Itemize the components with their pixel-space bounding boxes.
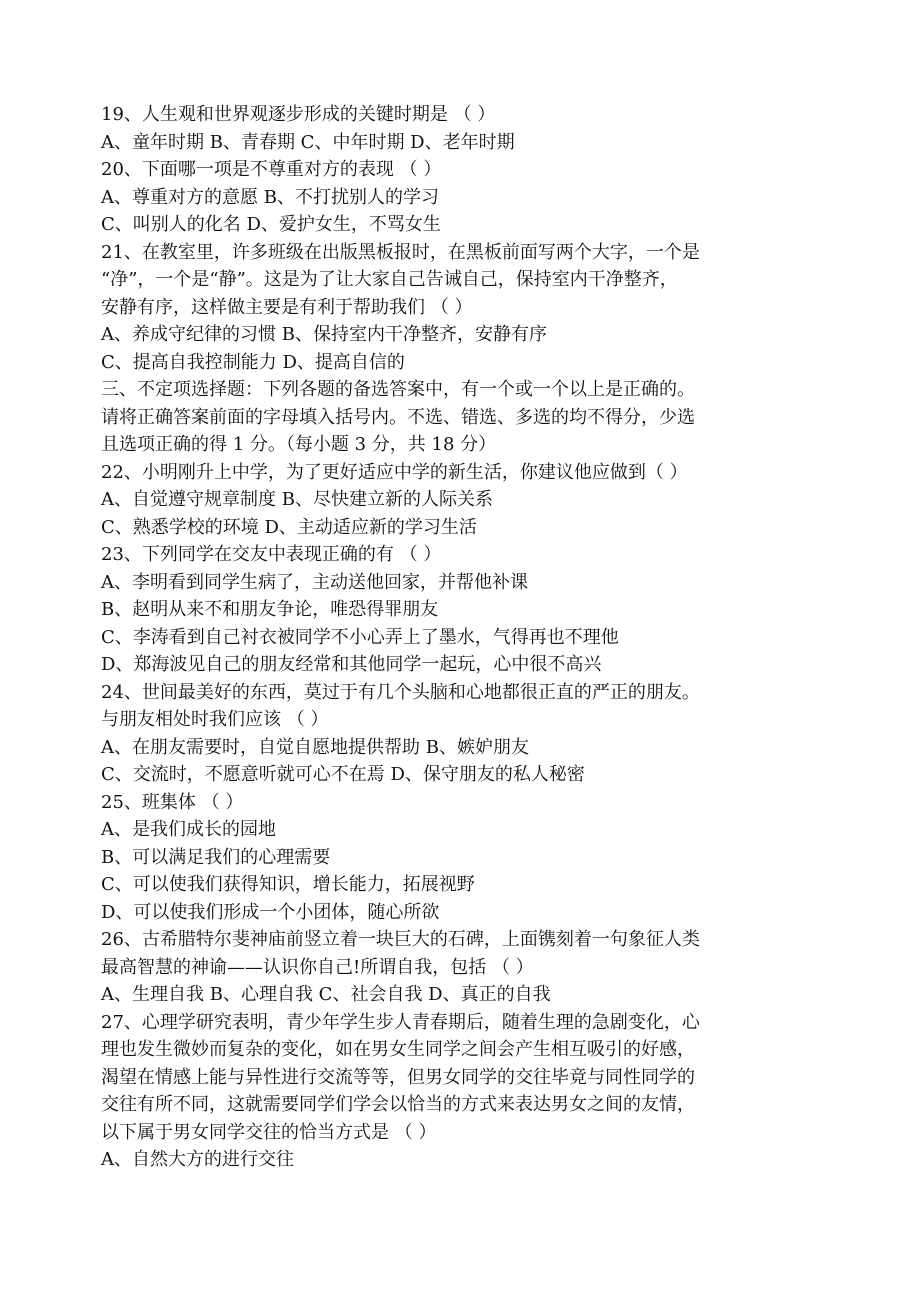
question-21-stem-line-3: 安静有序，这样做主要是有利于帮助我们 （ ） <box>101 296 473 318</box>
question-25-option-c: C、可以使我们获得知识，增长能力，拓展视野 <box>101 874 475 895</box>
question-20-stem: 20、下面哪一项是不尊重对方的表现 （ ） <box>101 159 442 180</box>
question-27-stem-line-3: 渴望在情感上能与异性进行交流等等，但男女同学的交往毕竟与同性同学的 <box>101 1066 695 1088</box>
section-3-instructions-line-2: 请将正确答案前面的字母填入括号内。不选、错选、多选的均不得分，少选 <box>101 406 695 428</box>
question-21-options-cd: C、提高自我控制能力 D、提高自信的 <box>101 351 405 373</box>
question-21-options-ab: A、养成守纪律的习惯 B、保持室内干净整齐，安静有序 <box>101 324 547 345</box>
question-24-stem-line-1: 24、世间最美好的东西，莫过于有几个头脑和心地都很正直的严正的朋友。 <box>101 681 700 703</box>
question-22-options-cd: C、熟悉学校的环境 D、主动适应新的学习生活 <box>101 516 477 538</box>
question-19-options: A、童年时期 B、青春期 C、中年时期 D、老年时期 <box>101 131 515 153</box>
question-20-options-cd: C、叫别人的化名 D、爱护女生，不骂女生 <box>101 214 441 235</box>
question-19-stem: 19、人生观和世界观逐步形成的关键时期是 （ ） <box>101 104 496 125</box>
question-20-options-ab: A、尊重对方的意愿 B、不打扰别人的学习 <box>101 186 439 208</box>
question-27-stem-line-4: 交往有所不同，这就需要同学们学会以恰当的方式来表达男女之间的友情， <box>101 1094 695 1115</box>
question-21-stem-line-2: “净”，一个是“静”。这是为了让大家自己告诫自己，保持室内干净整齐， <box>101 269 678 290</box>
question-24-options-cd: C、交流时，不愿意听就可心不在焉 D、保守朋友的私人秘密 <box>101 764 585 785</box>
question-23-option-d: D、郑海波见自己的朋友经常和其他同学一起玩，心中很不高兴 <box>101 654 602 675</box>
question-22-stem: 22、小明刚升上中学，为了更好适应中学的新生活，你建议他应做到（ ） <box>101 461 688 483</box>
question-25-option-d: D、可以使我们形成一个小团体，随心所欲 <box>101 901 440 923</box>
question-21-stem-line-1: 21、在教室里，许多班级在出版黑板报时，在黑板前面写两个大字，一个是 <box>101 241 700 263</box>
question-26-stem-line-2: 最高智慧的神谕——认识你自己!所谓自我，包括 （ ） <box>101 956 534 978</box>
question-25-option-a: A、是我们成长的园地 <box>101 819 276 840</box>
question-26-options: A、生理自我 B、心理自我 C、社会自我 D、真正的自我 <box>101 984 551 1005</box>
question-25-stem: 25、班集体 （ ） <box>101 791 244 813</box>
question-27-stem-line-1: 27、心理学研究表明，青少年学生步人青春期后，随着生理的急剧变化，心 <box>101 1011 700 1033</box>
question-23-stem: 23、下列同学在交友中表现正确的有 （ ） <box>101 544 442 565</box>
question-23-option-a: A、李明看到同学生病了，主动送他回家，并帮他补课 <box>101 571 528 593</box>
question-23-option-b: B、赵明从来不和朋友争论，唯恐得罪朋友 <box>101 599 439 620</box>
section-3-instructions-line-3: 且选项正确的得 1 分。（每小题 3 分，共 18 分） <box>101 434 497 455</box>
question-24-stem-line-2: 与朋友相处时我们应该 （ ） <box>101 709 329 730</box>
question-27-option-a: A、自然大方的进行交往 <box>101 1149 294 1170</box>
section-3-instructions-line-1: 三、不定项选择题：下列各题的备选答案中，有一个或一个以上是正确的。 <box>101 379 695 400</box>
question-22-options-ab: A、自觉遵守规章制度 B、尽快建立新的人际关系 <box>101 489 493 510</box>
question-25-option-b: B、可以满足我们的心理需要 <box>101 846 331 868</box>
document-text <box>101 101 826 1174</box>
question-27-stem-line-2: 理也发生微妙而复杂的变化，如在男女生同学之间会产生相互吸引的好感， <box>101 1039 695 1060</box>
question-26-stem-line-1: 26、古希腊特尔斐神庙前竖立着一块巨大的石碑，上面镌刻着一句象征人类 <box>101 929 700 950</box>
question-23-option-c: C、李涛看到自己衬衣被同学不小心弄上了墨水，气得再也不理他 <box>101 626 619 648</box>
question-27-stem-line-5: 以下属于男女同学交往的恰当方式是 （ ） <box>101 1121 437 1143</box>
question-24-options-ab: A、在朋友需要时，自觉自愿地提供帮助 B、嫉妒朋友 <box>101 736 529 758</box>
